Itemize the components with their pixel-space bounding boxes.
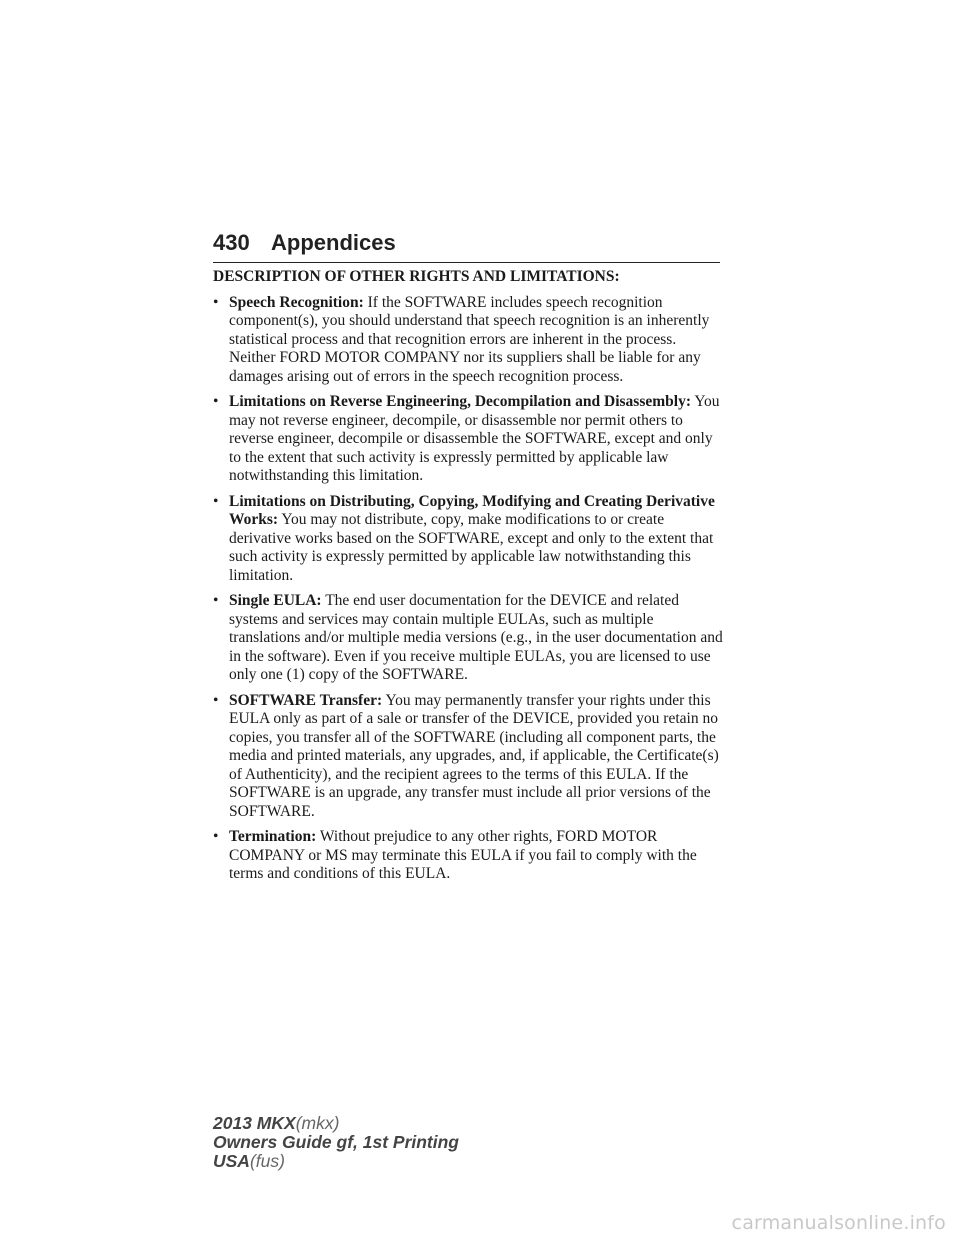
list-item-termination	[213, 828, 723, 884]
item-text: You may not reverse engineer, decompile, or disassemble nor permit others to reverse engineer, decompile or disassemble the SOFTWARE, except and only to the extent that such activity is expressly permitted by applicable law notwithstanding this limitation.	[229, 393, 720, 484]
section-title: Appendices	[271, 230, 396, 255]
footer-guide: Owners Guide gf, 1st Printing	[213, 1132, 459, 1152]
list-item-reverse-engineering	[213, 393, 723, 486]
footer-line-2	[213, 1133, 459, 1152]
site-watermark: carmanualsonline.info	[731, 1212, 946, 1234]
item-term: Speech Recognition:	[229, 293, 364, 311]
bullet-icon: •	[213, 828, 219, 845]
item-term: Termination:	[229, 828, 317, 845]
item-term: Limitations on Distributing, Copying, Modifying and Creating Derivative Works:	[229, 492, 715, 528]
print-footer	[213, 1114, 459, 1171]
bullet-icon: •	[213, 492, 219, 510]
footer-model: 2013 MKX	[213, 1113, 296, 1133]
bullet-icon: •	[213, 592, 219, 609]
page-number: 430	[213, 230, 250, 255]
list-item-software-transfer	[213, 692, 723, 822]
content-heading: DESCRIPTION OF OTHER RIGHTS AND LIMITATIONS:	[213, 268, 620, 285]
item-text: You may not distribute, copy, make modifications to or create derivative works based on the SOFTWARE, except and only to the extent that such activity is expressly permitted by applicable law notwithstanding this limitation.	[229, 511, 714, 584]
bullet-icon: •	[213, 393, 219, 410]
rights-list	[213, 294, 723, 884]
list-item-speech-recognition	[213, 294, 723, 387]
page-header	[213, 228, 720, 263]
item-text: Without prejudice to any other rights, FORD MOTOR COMPANY or MS may terminate this EULA if you fail to comply with the terms and conditions of this EULA.	[229, 828, 697, 882]
bullet-icon: •	[213, 691, 219, 709]
list-item-single-eula	[213, 592, 723, 685]
footer-model-code: (mkx)	[295, 1113, 340, 1133]
list-item-distributing	[213, 493, 723, 586]
footer-line-1	[213, 1114, 459, 1133]
bullet-icon: •	[213, 293, 219, 311]
item-term: Single EULA:	[229, 592, 322, 609]
page-content	[213, 268, 723, 891]
item-text: The end user documentation for the DEVICE and related systems and services may contain multiple EULAs, such as multiple translations and/or multiple media versions (e.g., in the user documentation and in the software). Even if you receive multiple EULAs, you are licensed to use only one (1) copy of the SOFTWARE.	[229, 592, 723, 683]
item-text: If the SOFTWARE includes speech recognition component(s), you should understand that speech recognition is an inherently statistical process and that recognition errors are inherent in the process. Neither FORD MOTOR COMPANY nor its suppliers shall be liable for any damages arising out of errors in the speech recognition process.	[229, 293, 710, 385]
item-text: You may permanently transfer your rights under this EULA only as part of a sale or transfer of the DEVICE, provided you retain no copies, you transfer all of the SOFTWARE (including all component parts, the media and printed materials, any upgrades, and, if applicable, the Certificate(s) of Authenticity), and the recipient agrees to the terms of this EULA. If the SOFTWARE is an upgrade, any transfer must include all prior versions of the SOFTWARE.	[229, 691, 719, 820]
item-term: SOFTWARE Transfer:	[229, 691, 383, 709]
footer-market-code: (fus)	[249, 1151, 285, 1171]
footer-line-3	[213, 1152, 459, 1171]
footer-market: USA	[213, 1151, 250, 1171]
item-term: Limitations on Reverse Engineering, Decompilation and Disassembly:	[229, 393, 691, 410]
